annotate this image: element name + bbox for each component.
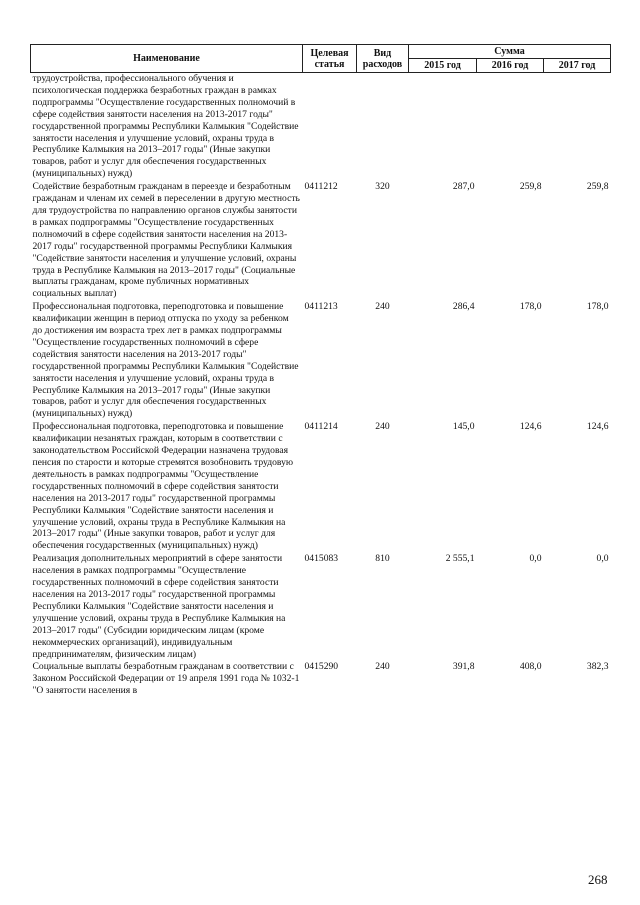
- row-sum-2017: 259,8: [586, 181, 609, 193]
- row-expense-type: 240: [375, 421, 390, 433]
- row-sum-2016: 178,0: [519, 301, 542, 313]
- row-sum-2017: [544, 73, 611, 182]
- row-target-article: 0411214: [304, 421, 338, 433]
- row-target-article: [303, 73, 357, 182]
- row-sum-2016: [477, 73, 544, 182]
- header-name: Наименование: [31, 45, 303, 73]
- row-sum-2016: 124,6: [519, 421, 542, 433]
- row-sum-2017: 178,0: [586, 301, 609, 313]
- row-sum-2015: [409, 73, 477, 182]
- header-year-2017: 2017 год: [544, 59, 611, 73]
- row-sum-2015: 391,8: [452, 661, 475, 673]
- row-name: Реализация дополнительных мероприятий в сфере занятости населения в рамках подпрограммы "Осуществление государственных полномочий в сфере содействия занятости населения на 2013-2017 годы" государственной программы Республики Калмыкия "Содействие занятости населения и улучшение условий, охраны труда в Республике Калмыкия на 2013–2017 годы" (Субсидии юридическим лицам (кроме некоммерческих организаций), индивидуальным предпринимателям, физическим лицам): [32, 553, 286, 660]
- row-name: Профессиональная подготовка, переподготовка и повышение квалификации женщин в период отпуска по уходу за ребенком до достижения им возраста трех лет в рамках подпрограммы "Осуществление государственных полномочий в сфере содействия занятости населения на 2013-2017 годы" государственной программы Республики Калмыкия "Содействие занятости населения и улучшение условий, охраны труда в Республике Калмыкия на 2013–2017 годы" (Иные закупки товаров, работ и услуг для обеспечения государственных (муниципальных) нужд): [32, 301, 299, 420]
- header-target-article: Целевая статья: [303, 45, 357, 73]
- table-row: [31, 73, 611, 182]
- row-sum-2017: 382,3: [586, 661, 609, 673]
- row-expense-type: [357, 73, 409, 182]
- table-row: [31, 301, 611, 421]
- row-expense-type: 810: [375, 553, 390, 565]
- row-sum-2016: 408,0: [519, 661, 542, 673]
- budget-table: [30, 44, 611, 698]
- header-year-2015: 2015 год: [409, 59, 477, 73]
- table-row: [31, 181, 611, 301]
- row-sum-2015: 286,4: [452, 301, 475, 313]
- row-expense-type: 240: [375, 661, 390, 673]
- row-name: трудоустройства, профессионального обучения и психологическая поддержка безработных граждан в рамках подпрограммы "Осуществление государственных полномочий в сфере содействия занятости населения на 2013-2017 годы" государственной программы Республики Калмыкия "Содействие занятости населения и улучшение условий, охраны труда в Республике Калмыкия на 2013–2017 годы" (Иные закупки товаров, работ и услуг для обеспечения государственных (муниципальных) нужд): [32, 73, 299, 180]
- row-expense-type: 320: [375, 181, 390, 193]
- row-sum-2015: 145,0: [452, 421, 475, 433]
- page-number: 268: [588, 872, 608, 887]
- table-row: [31, 553, 611, 661]
- row-sum-2017: 124,6: [586, 421, 609, 433]
- table-row: [31, 661, 611, 698]
- row-target-article: 0411213: [304, 301, 338, 313]
- row-sum-2016: 0,0: [529, 553, 542, 565]
- row-target-article: 0411212: [304, 181, 338, 193]
- row-expense-type: 240: [375, 301, 390, 313]
- row-sum-2017: 0,0: [596, 553, 609, 565]
- row-name: Социальные выплаты безработным гражданам в соответствии с Законом Российской Федерации от 19 апреля 1991 года № 1032-1 "О занятости населения в: [32, 661, 300, 697]
- row-sum-2015: 287,0: [452, 181, 475, 193]
- header-year-2016: 2016 год: [477, 59, 544, 73]
- table-header: [31, 45, 611, 73]
- row-name: Содействие безработным гражданам в переезде и безработным гражданам и членам их семей в переселении в другую местность для трудоустройства по направлению органов службы занятости в рамках подпрограммы "Осуществление государственных полномочий в сфере содействия занятости населения на 2013-2017 годы" государственной программы Республики Калмыкия "Содействие занятости населения и улучшение условий, охраны труда в Республике Калмыкия на 2013–2017 годы" (Социальные выплаты гражданам, кроме публичных нормативных социальных выплат): [32, 181, 300, 300]
- row-target-article: 0415290: [304, 661, 339, 673]
- header-sum: Сумма: [409, 45, 611, 59]
- row-sum-2016: 259,8: [519, 181, 542, 193]
- table-row: [31, 421, 611, 553]
- header-expense-type: Вид расходов: [357, 45, 409, 73]
- row-target-article: 0415083: [304, 553, 339, 565]
- row-sum-2015: 2 555,1: [445, 553, 475, 565]
- row-name: Профессиональная подготовка, переподготовка и повышение квалификации незанятых граждан, которым в соответствии с законодательством Российской Федерации назначена трудовая пенсия по старости и которые стремятся возобновить трудовую деятельность в рамках подпрограммы "Осуществление государственных полномочий в сфере содействия занятости населения на 2013-2017 годы" государственной программы Республики Калмыкия "Содействие занятости населения и улучшение условий, охраны труда в Республике Калмыкия на 2013–2017 годы" (Иные закупки товаров, работ и услуг для обеспечения государственных (муниципальных) нужд): [32, 421, 294, 552]
- table-body: [31, 73, 611, 699]
